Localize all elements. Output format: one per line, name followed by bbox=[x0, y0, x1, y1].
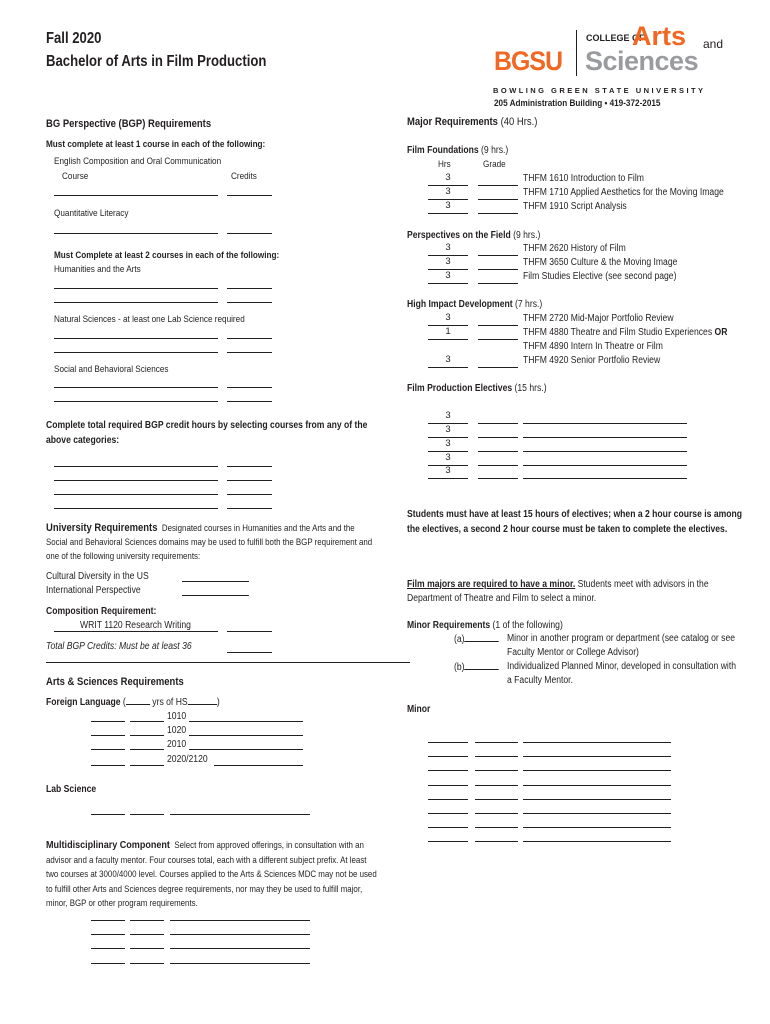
cultural-diversity-field[interactable] bbox=[182, 581, 249, 582]
course-label: Course bbox=[62, 171, 89, 182]
lang-hrs-3[interactable] bbox=[91, 749, 125, 750]
hrs-column-label: Hrs bbox=[438, 159, 451, 170]
minor-course-6[interactable] bbox=[523, 813, 671, 814]
perspective-course-3: Film Studies Elective (see second page) bbox=[523, 271, 677, 282]
mdc-course-2[interactable] bbox=[170, 934, 310, 935]
minor-required-text: Students meet with advisors in the Department of Theatre and Film to select a minor. bbox=[407, 579, 709, 604]
natural-credits-1[interactable] bbox=[227, 338, 272, 339]
complete-total-note: Complete total required BGP credit hours by selecting courses from any of the above categories: bbox=[46, 420, 368, 446]
cultural-diversity-label: Cultural Diversity in the US bbox=[46, 571, 149, 582]
hi-hrs-line-4[interactable] bbox=[428, 367, 468, 368]
mdc-course-3[interactable] bbox=[170, 948, 310, 949]
hi-hrs-4: 3 bbox=[445, 354, 451, 365]
quant-course-field[interactable] bbox=[54, 233, 218, 234]
hi-grade-4[interactable] bbox=[478, 367, 518, 368]
social-course-2[interactable] bbox=[54, 401, 218, 402]
minor-grade-4[interactable] bbox=[475, 785, 518, 786]
foundation-hrs-line-3[interactable] bbox=[428, 213, 468, 214]
english-course-field[interactable] bbox=[54, 195, 218, 196]
hi-grade-2[interactable] bbox=[478, 339, 518, 340]
perspectives-hrs: (9 hrs.) bbox=[513, 230, 541, 241]
bgsu-logo: BGSU bbox=[494, 46, 563, 76]
foundation-grade-3[interactable] bbox=[478, 213, 518, 214]
minor-hrs-2[interactable] bbox=[428, 756, 468, 757]
social-course-1[interactable] bbox=[54, 387, 218, 388]
mdc-hrs-2[interactable] bbox=[91, 934, 125, 935]
perspectives-label: Perspectives on the Field bbox=[407, 230, 511, 241]
total-course-1[interactable] bbox=[54, 466, 218, 467]
section-divider bbox=[46, 662, 410, 663]
minor-required-bold: Film majors are required to have a minor. bbox=[407, 579, 576, 590]
lang-level-3: 2010 bbox=[167, 739, 187, 750]
elective-course-3[interactable] bbox=[523, 451, 687, 452]
hi-grade-1[interactable] bbox=[478, 325, 518, 326]
college-of-label: COLLEGE OF bbox=[586, 33, 645, 43]
option-b-text: Individualized Planned Minor, developed in consultation with a Faculty Mentor. bbox=[507, 661, 737, 686]
mdc-grade-1[interactable] bbox=[130, 920, 164, 921]
lab-grade[interactable] bbox=[130, 814, 164, 815]
university-requirements bbox=[46, 521, 377, 563]
mdc-grade-4[interactable] bbox=[130, 963, 164, 964]
minor-req-label: Minor Requirements bbox=[407, 620, 491, 631]
option-a-label bbox=[454, 634, 499, 645]
option-a-field[interactable] bbox=[465, 641, 499, 642]
minor-course-2[interactable] bbox=[523, 756, 671, 757]
total-credits-3[interactable] bbox=[227, 494, 272, 495]
mdc-hrs-1[interactable] bbox=[91, 920, 125, 921]
mdc-hrs-3[interactable] bbox=[91, 948, 125, 949]
composition-label: Composition Requirement: bbox=[46, 606, 157, 617]
lang-course-2[interactable] bbox=[189, 735, 303, 736]
minor-grade-8[interactable] bbox=[475, 841, 518, 842]
natural-credits-2[interactable] bbox=[227, 352, 272, 353]
hi-hrs-2: 1 bbox=[445, 326, 451, 337]
foundation-grade-1[interactable] bbox=[478, 185, 518, 186]
as-heading: Arts & Sciences Requirements bbox=[46, 676, 184, 688]
elective-hrs-line-5[interactable] bbox=[428, 478, 468, 479]
mdc-grade-3[interactable] bbox=[130, 948, 164, 949]
lang-course-4[interactable] bbox=[214, 765, 303, 766]
elective-grade-5[interactable] bbox=[478, 478, 518, 479]
quant-category: Quantitative Literacy bbox=[54, 208, 129, 219]
perspective-hrs-3: 3 bbox=[445, 270, 451, 281]
foreign-paren-open: ( bbox=[122, 697, 126, 708]
foreign-language-label: Foreign Language bbox=[46, 697, 121, 708]
grade-column-label: Grade bbox=[483, 159, 506, 170]
major-heading bbox=[407, 116, 537, 128]
foreign-paren-close: ) bbox=[216, 697, 220, 708]
lab-hrs[interactable] bbox=[91, 814, 125, 815]
option-a-text: Minor in another program or department (see catalog or see Faculty Mentor or College Advisor) bbox=[507, 633, 736, 658]
total-bgp-credits: Total BGP Credits: Must be at least 36 bbox=[46, 641, 192, 652]
minor-req-heading bbox=[407, 620, 563, 631]
minor-course-7[interactable] bbox=[523, 827, 671, 828]
international-label: International Perspective bbox=[46, 585, 141, 596]
option-b-label bbox=[454, 662, 499, 673]
minor-grade-6[interactable] bbox=[475, 813, 518, 814]
logo-divider bbox=[576, 30, 577, 76]
foundation-course-2: THFM 1710 Applied Aesthetics for the Moving Image bbox=[523, 187, 724, 198]
writ-underline bbox=[54, 631, 218, 632]
minor-grade-7[interactable] bbox=[475, 827, 518, 828]
lab-science-label: Lab Science bbox=[46, 784, 97, 795]
perspectives-heading bbox=[407, 230, 540, 241]
quant-credits-field[interactable] bbox=[227, 233, 272, 234]
minor-course-1[interactable] bbox=[523, 742, 671, 743]
minor-grade-2[interactable] bbox=[475, 756, 518, 757]
minor-course-4[interactable] bbox=[523, 785, 671, 786]
foundations-hrs: (9 hrs.) bbox=[481, 145, 509, 156]
foreign-language-row bbox=[46, 697, 220, 708]
lang-hrs-4[interactable] bbox=[91, 765, 125, 766]
university-heading: University Requirements bbox=[46, 522, 158, 534]
minor-hrs-1[interactable] bbox=[428, 742, 468, 743]
minor-hrs-7[interactable] bbox=[428, 827, 468, 828]
foundation-course-3: THFM 1910 Script Analysis bbox=[523, 201, 627, 212]
foundation-hrs-1: 3 bbox=[445, 172, 451, 183]
foreign-lang-field[interactable] bbox=[188, 704, 217, 705]
perspective-grade-2[interactable] bbox=[478, 269, 518, 270]
humanities-credits-2[interactable] bbox=[227, 302, 272, 303]
english-category: English Composition and Oral Communication bbox=[54, 156, 222, 167]
foundation-hrs-2: 3 bbox=[445, 186, 451, 197]
writ-credits-field[interactable] bbox=[227, 631, 272, 632]
foundation-hrs-3: 3 bbox=[445, 200, 451, 211]
elective-hrs-2: 3 bbox=[445, 424, 451, 435]
humanities-course-2[interactable] bbox=[54, 302, 218, 303]
elective-course-4[interactable] bbox=[523, 465, 687, 466]
arts-logo-word: Arts bbox=[632, 21, 687, 51]
minor-hrs-5[interactable] bbox=[428, 799, 468, 800]
hi-course-4: THFM 4920 Senior Portfolio Review bbox=[523, 355, 661, 366]
lab-course[interactable] bbox=[170, 814, 310, 815]
option-b-field[interactable] bbox=[465, 669, 499, 670]
mdc-grade-2[interactable] bbox=[130, 934, 164, 935]
perspective-grade-1[interactable] bbox=[478, 255, 518, 256]
electives-hrs: (15 hrs.) bbox=[514, 383, 547, 394]
lang-level-2: 1020 bbox=[167, 725, 187, 736]
international-field[interactable] bbox=[182, 595, 249, 596]
hi-course-1: THFM 2720 Mid-Major Portfolio Review bbox=[523, 313, 674, 324]
elective-grade-4[interactable] bbox=[478, 465, 518, 466]
elective-hrs-1: 3 bbox=[445, 410, 451, 421]
humanities-credits-1[interactable] bbox=[227, 288, 272, 289]
address-line: 205 Administration Building • 419-372-2015 bbox=[494, 98, 661, 109]
lang-grade-1[interactable] bbox=[130, 721, 164, 722]
lang-course-1[interactable] bbox=[189, 721, 303, 722]
mdc-hrs-4[interactable] bbox=[91, 963, 125, 964]
minor-hrs-8[interactable] bbox=[428, 841, 468, 842]
minor-grade-1[interactable] bbox=[475, 742, 518, 743]
minor-hrs-6[interactable] bbox=[428, 813, 468, 814]
humanities-category: Humanities and the Arts bbox=[54, 264, 141, 275]
lang-course-3[interactable] bbox=[189, 749, 303, 750]
total-credits-4[interactable] bbox=[227, 508, 272, 509]
sciences-logo-word: Sciences bbox=[585, 46, 699, 76]
multi-heading: Multidisciplinary Component bbox=[46, 839, 170, 851]
natural-course-2[interactable] bbox=[54, 352, 218, 353]
lang-hrs-2[interactable] bbox=[91, 735, 125, 736]
minor-hrs-3[interactable] bbox=[428, 770, 468, 771]
perspective-hrs-2: 3 bbox=[445, 256, 451, 267]
option-b-letter: (b) bbox=[454, 662, 465, 673]
electives-label: Film Production Electives bbox=[407, 383, 513, 394]
hi-course-2-or: OR bbox=[714, 327, 728, 338]
mdc-course-1[interactable] bbox=[170, 920, 310, 921]
social-category: Social and Behavioral Sciences bbox=[54, 364, 169, 375]
elective-course-5[interactable] bbox=[523, 478, 687, 479]
lang-level-4: 2020/2120 bbox=[167, 754, 208, 765]
perspective-hrs-1: 3 bbox=[445, 242, 451, 253]
foreign-yrs-label: yrs of HS bbox=[152, 697, 188, 708]
total-credits-2[interactable] bbox=[227, 480, 272, 481]
elective-course-1[interactable] bbox=[523, 423, 687, 424]
and-logo-word: and bbox=[703, 37, 724, 51]
minor-required-note bbox=[407, 578, 747, 606]
elective-grade-1[interactable] bbox=[478, 423, 518, 424]
lang-hrs-1[interactable] bbox=[91, 721, 125, 722]
elective-hrs-3: 3 bbox=[445, 438, 451, 449]
hi-hrs-1: 3 bbox=[445, 312, 451, 323]
foundation-grade-2[interactable] bbox=[478, 199, 518, 200]
high-impact-label: High Impact Development bbox=[407, 299, 513, 310]
foundations-label: Film Foundations bbox=[407, 145, 479, 156]
lang-grade-3[interactable] bbox=[130, 749, 164, 750]
foreign-yrs-field[interactable] bbox=[126, 704, 150, 705]
high-impact-hrs: (7 hrs.) bbox=[515, 299, 543, 310]
minor-course-3[interactable] bbox=[523, 770, 671, 771]
credits-label: Credits bbox=[231, 171, 257, 182]
minor-hrs-4[interactable] bbox=[428, 785, 468, 786]
foundation-course-1: THFM 1610 Introduction to Film bbox=[523, 173, 644, 184]
perspective-grade-3[interactable] bbox=[478, 283, 518, 284]
total-course-4[interactable] bbox=[54, 508, 218, 509]
natural-category: Natural Sciences - at least one Lab Science required bbox=[54, 314, 245, 325]
social-credits-1[interactable] bbox=[227, 387, 272, 388]
humanities-course-1[interactable] bbox=[54, 288, 218, 289]
program-title: Bachelor of Arts in Film Production bbox=[46, 53, 267, 70]
one-course-note: Must complete at least 1 course in each of the following: bbox=[46, 139, 266, 150]
hi-course-2 bbox=[523, 327, 727, 338]
minor-grade-5[interactable] bbox=[475, 799, 518, 800]
university-text: Designated courses in Humanities and the Arts and the Social and Behavioral Sciences domains may be used to fulfill both the BGP requirement and one of the following university requirements: bbox=[46, 523, 373, 561]
lang-grade-4[interactable] bbox=[130, 765, 164, 766]
hi-course-2-name: THFM 4880 Theatre and Film Studio Experiences bbox=[523, 327, 713, 338]
hi-course-3: THFM 4890 Intern In Theatre or Film bbox=[523, 341, 663, 352]
two-courses-note: Must Complete at least 2 courses in each of the following: bbox=[54, 250, 280, 261]
total-course-3[interactable] bbox=[54, 494, 218, 495]
mdc-course-4[interactable] bbox=[170, 963, 310, 964]
term-title: Fall 2020 bbox=[46, 30, 102, 47]
minor-course-5[interactable] bbox=[523, 799, 671, 800]
minor-course-8[interactable] bbox=[523, 841, 671, 842]
elective-grade-2[interactable] bbox=[478, 437, 518, 438]
writ-course: WRIT 1120 Research Writing bbox=[80, 620, 191, 631]
elective-grade-3[interactable] bbox=[478, 451, 518, 452]
natural-course-1[interactable] bbox=[54, 338, 218, 339]
multidisciplinary-block bbox=[46, 838, 377, 911]
minor-grade-3[interactable] bbox=[475, 770, 518, 771]
lang-level-1: 1010 bbox=[167, 711, 187, 722]
elective-hrs-4: 3 bbox=[445, 452, 451, 463]
total-bgp-credits-field[interactable] bbox=[227, 652, 272, 653]
hi-hrs-line-2[interactable] bbox=[428, 339, 468, 340]
option-a-letter: (a) bbox=[454, 634, 465, 645]
electives-note: Students must have at least 15 hours of electives; when a 2 hour course is among the electives, a second 2 hour course must be taken to complete the electives. bbox=[407, 509, 743, 535]
high-impact-heading bbox=[407, 299, 542, 310]
major-heading-hrs: (40 Hrs.) bbox=[500, 116, 538, 128]
elective-course-2[interactable] bbox=[523, 437, 687, 438]
major-heading-label: Major Requirements bbox=[407, 116, 498, 128]
total-credits-1[interactable] bbox=[227, 466, 272, 467]
perspective-hrs-line-3[interactable] bbox=[428, 283, 468, 284]
university-name: B O W L I N G G R E E N S T A T E U N I V E R S I T Y bbox=[493, 86, 704, 95]
perspective-course-1: THFM 2620 History of Film bbox=[523, 243, 626, 254]
bgp-heading: BG Perspective (BGP) Requirements bbox=[46, 118, 212, 130]
minor-req-sub: (1 of the following) bbox=[492, 620, 563, 631]
perspective-course-2: THFM 3650 Culture & the Moving Image bbox=[523, 257, 678, 268]
english-credits-field[interactable] bbox=[227, 195, 272, 196]
elective-hrs-5: 3 bbox=[445, 465, 451, 476]
total-course-2[interactable] bbox=[54, 480, 218, 481]
multi-text: Select from approved offerings, in consultation with an advisor and a faculty mentor. Four courses total, each with a different subject prefix. At least two courses at 3000/4000 level. Courses applied to the Arts & Sciences MDC may not be used to fulfill other Arts and Sciences degree requirements, nor may they be used to fulfill major, minor, BGP or other program requirements. bbox=[46, 840, 377, 908]
minor-label: Minor bbox=[407, 704, 431, 715]
lang-grade-2[interactable] bbox=[130, 735, 164, 736]
social-credits-2[interactable] bbox=[227, 401, 272, 402]
electives-heading bbox=[407, 383, 547, 394]
foundations-heading bbox=[407, 145, 508, 156]
